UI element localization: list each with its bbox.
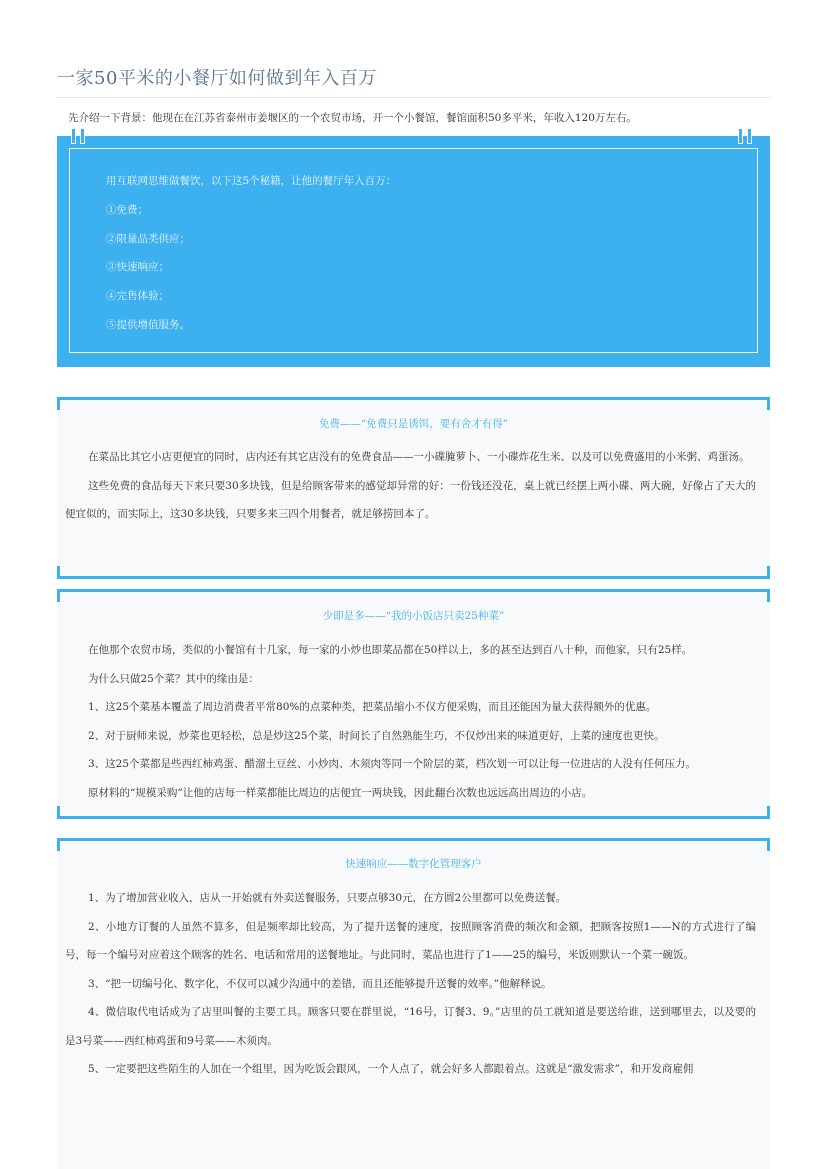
section-free	[57, 397, 770, 579]
section-bracket-top	[57, 589, 770, 602]
paragraph: 4、微信取代电话成为了店里叫餐的主要工具。顾客只要在群里说，“16号，订餐3、9。”店里的员工就知道是要送给谁，送到哪里去，以及要的是3号菜——西红柿鸡蛋和9号菜——木须肉。	[65, 1006, 756, 1047]
secret-item-fast: ③快速响应；	[106, 261, 169, 274]
box-ornament-right	[738, 128, 756, 144]
secret-item-value: ⑤提供增值服务。	[106, 318, 190, 331]
section-title: 少即是多——“我的小饭店只卖25种菜”	[322, 610, 505, 622]
paragraph: 5、一定要把这些陌生的人加在一个组里，因为吃饭会跟风，一个人点了，就会好多人都跟着点。这就是“激发需求”，和开发商雇佣	[88, 1063, 694, 1075]
paragraph: 2、小地方订餐的人虽然不算多，但是频率却比较高，为了提升送餐的速度，按照顾客消费的频次和金额，把顾客按照1——N的方式进行了编号，每一个编号对应着这个顾客的姓名、电话和常用的送餐地址。与此同时，菜品也进行了1——25的编号，米饭则默认一个菜一碗饭。	[65, 920, 756, 961]
section-fast-response	[57, 838, 770, 1169]
secrets-box	[57, 136, 770, 367]
section-title: 免费——“免费只是诱饵，要有舍才有得”	[318, 418, 509, 430]
paragraph: 在他那个农贸市场，类似的小餐馆有十几家，每一家的小炒也即菜品都在50样以上，多的甚至达到百八十种，而他家，只有25样。	[88, 644, 693, 656]
section-body	[65, 636, 756, 807]
secrets-list	[106, 174, 396, 347]
paragraph: 这些免费的食品每天下来只要30多块钱，但是给顾客带来的感觉却异常的好：一份钱还没花，桌上就已经摆上两小碟、两大碗，好像占了天大的便宜似的，而实际上，这30多块钱，只要多来三四个用餐者，就足够捞回本了。	[65, 479, 756, 520]
title-divider	[57, 97, 770, 98]
section-title: 快速响应——数字化管理客户	[345, 858, 482, 870]
intro-text: 先介绍一下背景：他现在在江苏省泰州市姜堰区的一个农贸市场，开一个小餐馆，餐馆面积50多平米，年收入120万左右。	[68, 112, 637, 124]
box-ornament-left	[71, 128, 89, 144]
section-bracket-bottom	[57, 806, 770, 819]
paragraph: 原材料的“规模采购”让他的店每一样菜都能比周边的店便宜一两块钱，因此翻台次数也远远高出周边的小店。	[88, 786, 593, 799]
section-less-is-more	[57, 589, 770, 819]
section-bracket-bottom	[57, 566, 770, 579]
secrets-lead: 用互联网思维做餐饮，以下这5个秘籍，让他的餐厅年入百万：	[106, 175, 397, 187]
secret-item-soldout: ④完售体验；	[106, 290, 169, 303]
paragraph: 3、这25个菜都是些西红柿鸡蛋、醋溜土豆丝、小炒肉、木须肉等同一个阶层的菜，档次划一可以让每一位进店的人没有任何压力。	[88, 758, 697, 770]
page-title: 一家50平米的小餐厅如何做到年入百万	[57, 68, 377, 89]
section-body	[65, 443, 756, 529]
paragraph: 2、对于厨师来说，炒菜也更轻松，总是炒这25个菜，时间长了自然熟能生巧，不仅炒出来的味道更好，上菜的速度也更快。	[88, 729, 665, 742]
paragraph: 1、为了增加营业收入，店从一开始就有外卖送餐服务，只要点够30元，在方圆2公里都可以免费送餐。	[88, 892, 567, 904]
secret-item-free: ①免费；	[106, 203, 148, 216]
section-bracket-top	[57, 397, 770, 410]
paragraph: 1、这25个菜基本覆盖了周边消费者平常80%的点菜种类，把菜品缩小不仅方便采购，而且还能因为量大获得额外的优惠。	[88, 701, 657, 713]
paragraph: 3、“把一切编号化、数字化，不仅可以减少沟通中的差错，而且还能够提升送餐的效率。”他解释说。	[88, 977, 552, 990]
paragraph: 为什么只做25个菜？其中的缘由是：	[88, 672, 259, 685]
paragraph: 在菜品比其它小店更便宜的同时，店内还有其它店没有的免费食品——一小碟腌萝卜、一小碟炸花生米、以及可以免费盛用的小米粥、鸡蛋汤。	[88, 451, 750, 463]
secret-item-limited: ②限量品类供应；	[106, 232, 190, 245]
section-bracket-top	[57, 838, 770, 851]
section-body	[65, 884, 756, 1084]
